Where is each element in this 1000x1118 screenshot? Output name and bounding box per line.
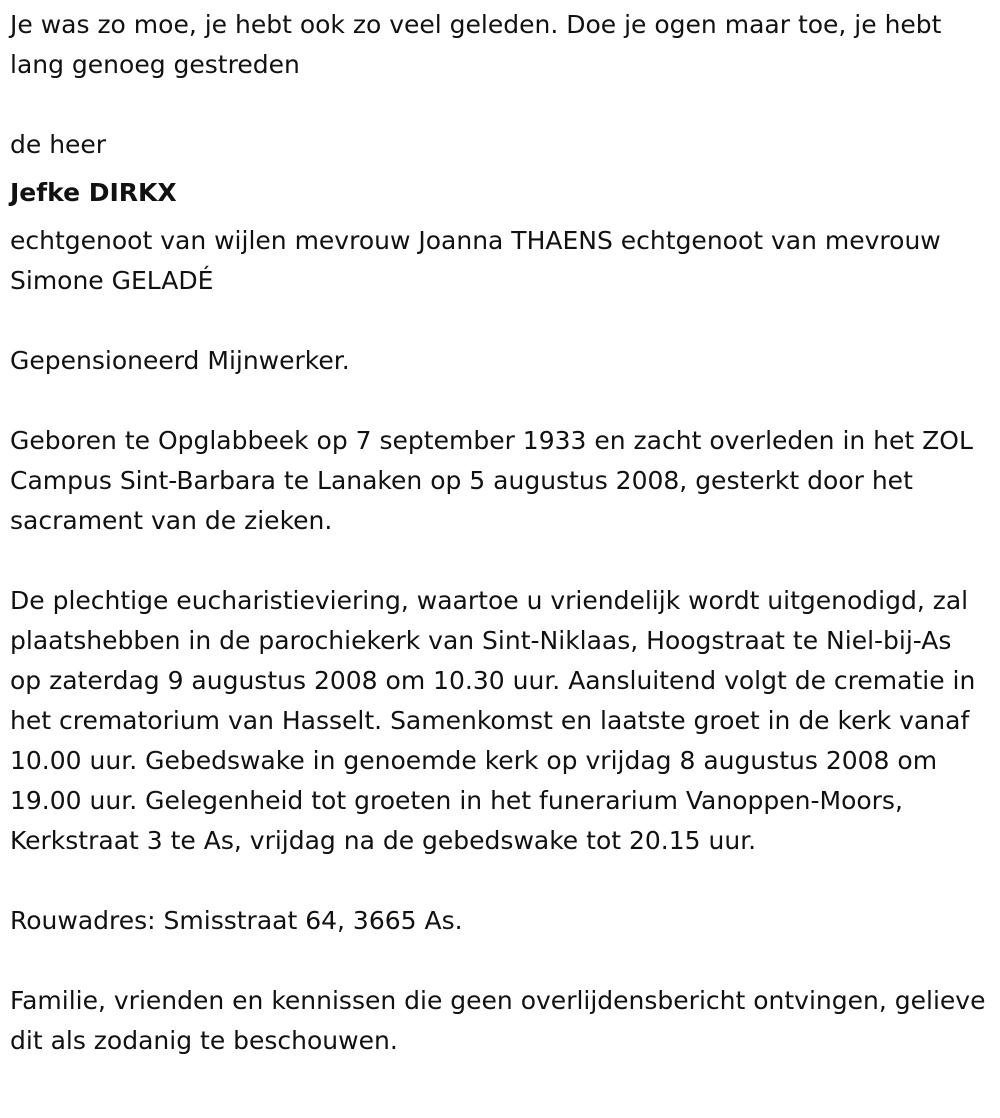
occupation-text: Gepensioneerd Mijnwerker. [10,346,350,375]
deceased-name: Jefke DIRKX [10,178,177,207]
obituary-document [10,5,990,1061]
ceremony-text: De plechtige eucharistieviering, waartoe u vriendelijk wordt uitgenodigd, zal plaatshebben in de parochiekerk van Sint-Niklaas, Hoogstraat te Niel-bij-As op zaterdag 9 augustus 2008 om 10.30 uur. Aansluitend volgt de crematie in het crematorium van Hasselt. Samenkomst en laatste groet in de kerk vanaf 10.00 uur. Gebedswake in genoemde kerk op vrijdag 8 augustus 2008 om 19.00 uur. Gelegenheid tot groeten in het funerarium Vanoppen-Moors, Kerkstraat 3 te As, vrijdag na de gebedswake tot 20.15 uur. [10,586,976,855]
spouses-text: echtgenoot van wijlen mevrouw Joanna THAENS echtgenoot van mevrouw Simone GELADÉ [10,226,941,295]
poem-text: Je was zo moe, je hebt ook zo veel geleden. Doe je ogen maar toe, je hebt lang genoeg gestreden [10,10,942,79]
address-text: Rouwadres: Smisstraat 64, 3665 As. [10,906,463,935]
closing-text: Familie, vrienden en kennissen die geen overlijdensbericht ontvingen, gelieve dit als zodanig te beschouwen. [10,986,986,1055]
birth-death-text: Geboren te Opglabbeek op 7 september 1933 en zacht overleden in het ZOL Campus Sint-Barbara te Lanaken op 5 augustus 2008, gesterkt door het sacrament van de zieken. [10,426,973,535]
title-prefix: de heer [10,130,107,159]
